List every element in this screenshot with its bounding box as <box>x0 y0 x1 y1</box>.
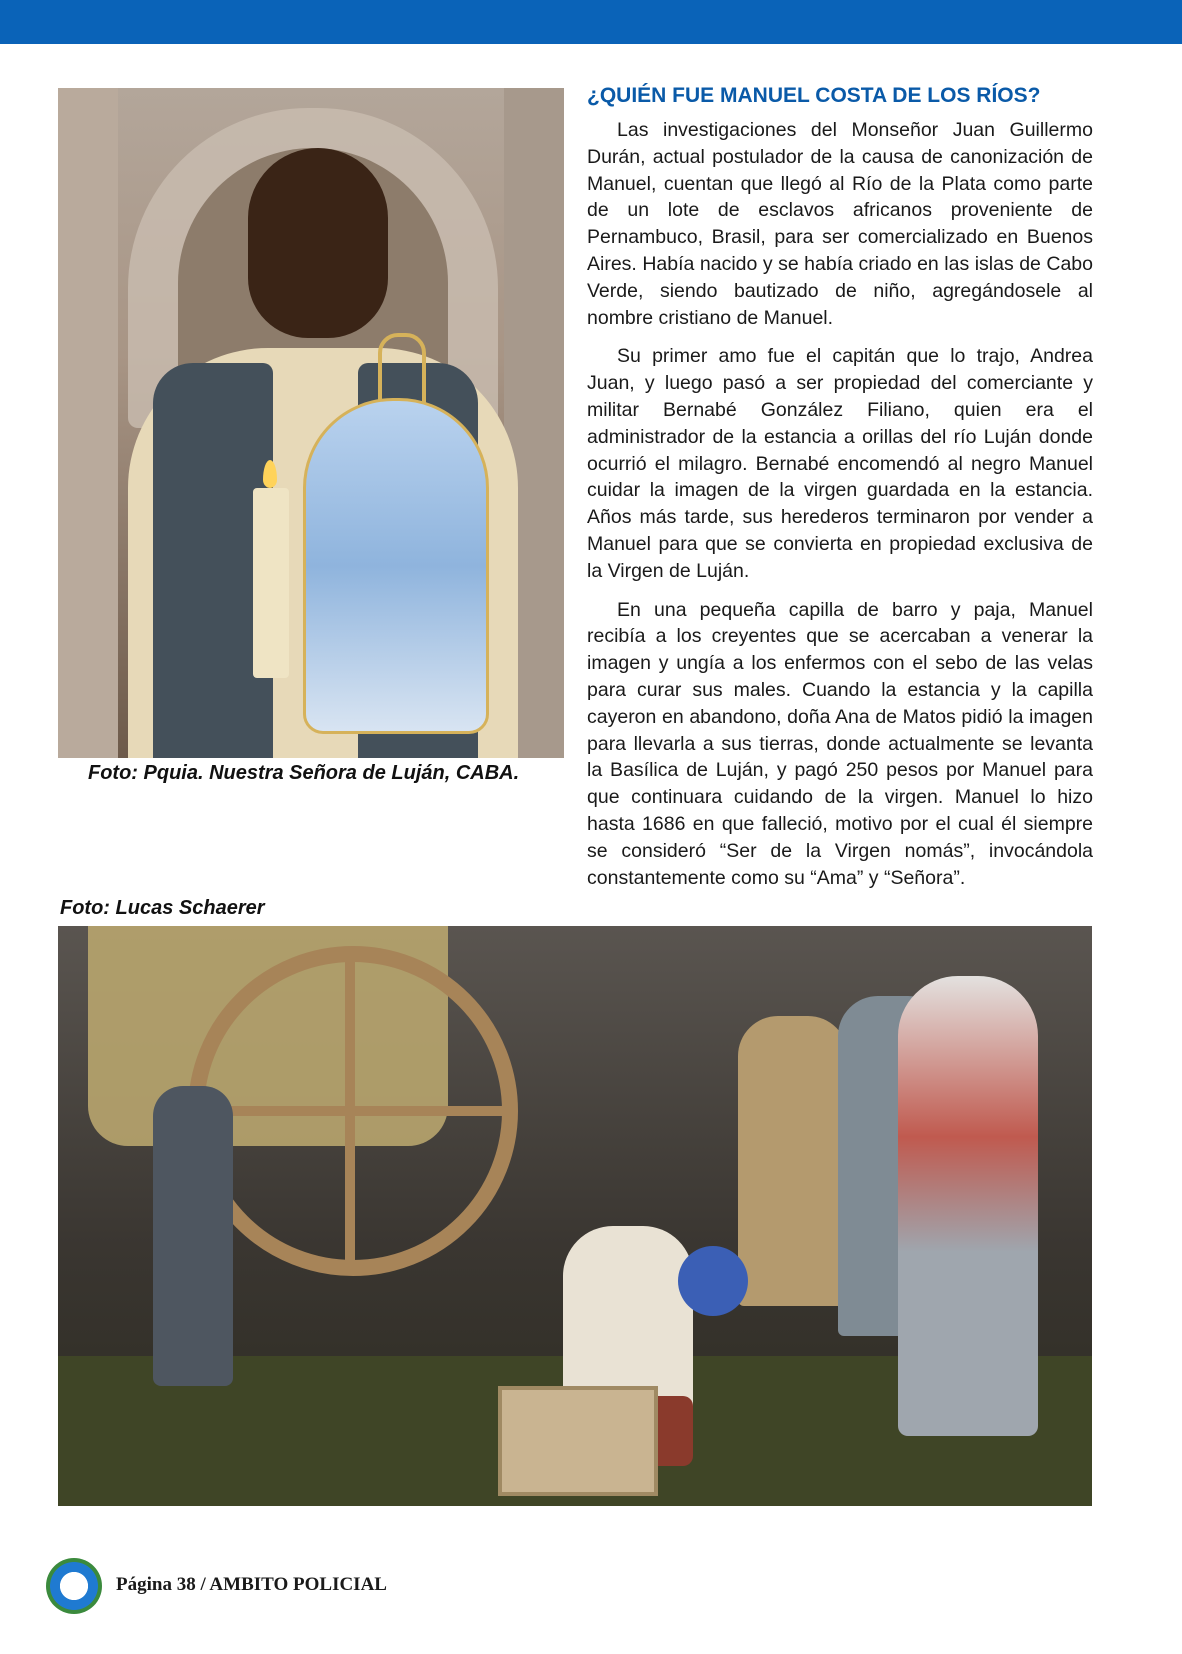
wooden-crate <box>498 1386 658 1496</box>
statue-photo <box>58 88 564 758</box>
woman-figure <box>898 976 1038 1436</box>
article-paragraph: Su primer amo fue el capitán que lo trajo, Andrea Juan, y luego pasó a ser propiedad del comerciante y militar Bernabé González Filiano, quien era el administrador de la estancia a orillas del río Luján donde ocurrió el milagro. Bernabé encomendó al negro Manuel cuidar la imagen de la virgen guardada en la estancia. Años más tarde, sus herederos terminaron por vender a Manuel para que se convierta en propiedad exclusiva de la Virgen de Luján. <box>587 345 1093 582</box>
top-photo-caption: Foto: Pquia. Nuestra Señora de Luján, CABA. <box>88 762 520 784</box>
kneeling-figure <box>153 1086 233 1386</box>
virgin-image <box>303 398 489 734</box>
bottom-photo-caption: Foto: Lucas Schaerer <box>60 897 265 919</box>
page-label: Página 38 / AMBITO POLICIAL <box>116 1574 387 1595</box>
article <box>587 84 1093 903</box>
article-paragraph: Las investigaciones del Monseñor Juan Guillermo Durán, actual postulador de la causa de canonización de Manuel, cuentan que llegó al Río de la Plata como parte de un lote de esclavos africanos proveniente de Pernambuco, Brasil, para ser comercializado en Buenos Aires. Había nacido y se había criado en las islas de Cabo Verde, siendo bautizado de niño, agregándosele al nombre cristiano de Manuel. <box>587 119 1093 329</box>
article-title: ¿QUIÉN FUE MANUEL COSTA DE LOS RÍOS? <box>587 84 1041 107</box>
virgin-small-image <box>678 1246 748 1316</box>
diorama-photo <box>58 926 1092 1506</box>
police-emblem-icon <box>46 1558 102 1614</box>
statue-head <box>248 148 388 338</box>
candle <box>253 488 289 678</box>
top-banner <box>0 0 1182 44</box>
page-footer <box>46 1558 646 1618</box>
standing-figure <box>738 1016 848 1306</box>
article-paragraph: En una pequeña capilla de barro y paja, Manuel recibía a los creyentes que se acercaban a venerar la imagen y ungía a los enfermos con el sebo de las velas para curar sus males. Cuando la estancia y la capilla cayeron en abandono, doña Ana de Matos pidió la imagen para llevarla a sus tierras, donde actualmente se levanta la Basílica de Luján, y pagó 250 pesos por Manuel para que continuara cuidando de la virgen. Manuel lo hizo hasta 1686 en que falleció, motivo por el cual él siempre se consideró “Ser de la Virgen nomás”, invocándola constantemente como su “Ama” y “Señora”. <box>587 598 1093 889</box>
photo-column-left <box>58 88 118 758</box>
wheel-spoke <box>198 1106 508 1116</box>
